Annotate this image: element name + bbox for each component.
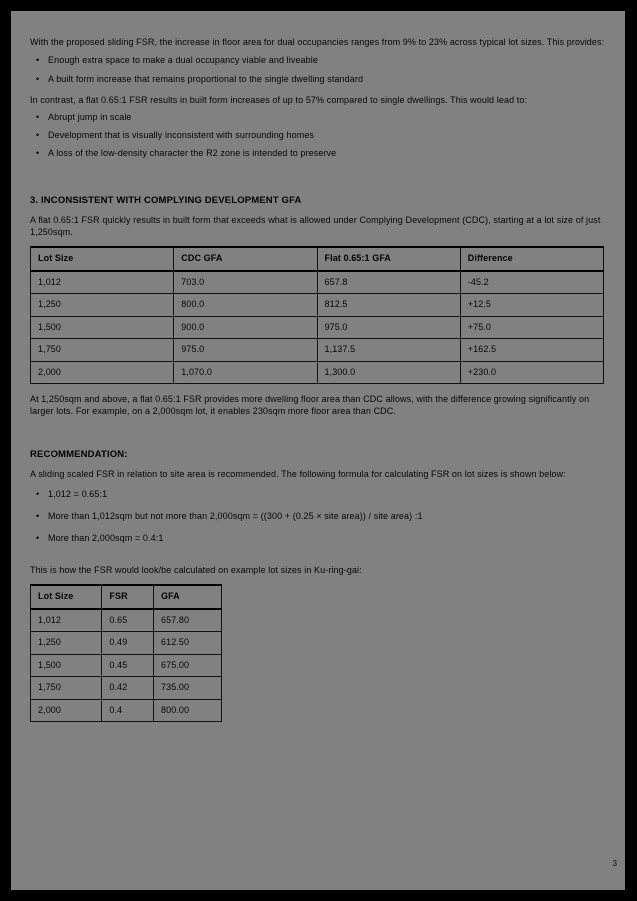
bullet-icon: • bbox=[36, 532, 40, 543]
bullet-icon: • bbox=[36, 54, 40, 65]
table1-summary-paragraph: At 1,250sqm and above, a flat 0.65:1 FSR provides more dwelling floor area than CDC allows, with the difference growing significantly on larger lots. For example, on a 2,000sqm lot, it enables 230sqm more floor area than CDC. bbox=[30, 394, 590, 416]
table-row bbox=[31, 316, 604, 339]
table-header-cell: FSR bbox=[102, 585, 154, 609]
table-cell: 1,012 bbox=[31, 271, 174, 294]
bullet-icon: • bbox=[36, 73, 40, 84]
table-cell: 0.49 bbox=[102, 632, 154, 655]
table-row bbox=[31, 632, 222, 655]
table-row bbox=[31, 677, 222, 700]
table-cell: +162.5 bbox=[460, 339, 603, 362]
table-cell: 2,000 bbox=[31, 361, 174, 384]
table-cell: 1,500 bbox=[31, 316, 174, 339]
list-item: • 1,012 = 0.65:1 bbox=[36, 488, 108, 499]
table-cell: 675.00 bbox=[153, 654, 221, 677]
table-header-cell: Flat 0.65:1 GFA bbox=[317, 247, 460, 271]
intro-bullet-list bbox=[30, 55, 605, 85]
table-header-cell: Lot Size bbox=[31, 247, 174, 271]
section-heading-recommendation: RECOMMENDATION: bbox=[30, 449, 128, 460]
table-row bbox=[31, 339, 604, 362]
table-header-cell: CDC GFA bbox=[174, 247, 317, 271]
table-cell: 657.8 bbox=[317, 271, 460, 294]
table-header-cell: Lot Size bbox=[31, 585, 102, 609]
table-cell: 0.45 bbox=[102, 654, 154, 677]
contrast-bullet-list bbox=[30, 112, 605, 159]
table-cell: 1,250 bbox=[31, 294, 174, 317]
table-cell: 2,000 bbox=[31, 699, 102, 722]
table-row bbox=[31, 361, 604, 384]
table-cell: 657.80 bbox=[153, 609, 221, 632]
table-cell: 612.50 bbox=[153, 632, 221, 655]
intro-paragraph: With the proposed sliding FSR, the increase in floor area for dual occupancies ranges from 9% to 23% across typical lot sizes. This provides: bbox=[30, 37, 605, 47]
table-cell: +230.0 bbox=[460, 361, 603, 384]
formula-bullet-list bbox=[30, 489, 605, 544]
list-item: • Development that is visually inconsistent with surrounding homes bbox=[36, 130, 315, 140]
table-cell: 1,750 bbox=[31, 339, 174, 362]
table-cell: +12.5 bbox=[460, 294, 603, 317]
table-row bbox=[31, 699, 222, 722]
table-cell: 975.0 bbox=[317, 316, 460, 339]
bullet-icon: • bbox=[36, 148, 40, 158]
table-cell: +75.0 bbox=[460, 316, 603, 339]
table-cell: 0.42 bbox=[102, 677, 154, 700]
section3-paragraph: A flat 0.65:1 FSR quickly results in built form that exceeds what is allowed under Complying Development (CDC), starting at a lot size of just 1,250sqm. bbox=[30, 215, 601, 237]
page-number: 3 bbox=[612, 859, 617, 868]
table-cell: -45.2 bbox=[460, 271, 603, 294]
example-intro-paragraph: This is how the FSR would look/be calculated on example lot sizes in Ku-ring-gai: bbox=[30, 564, 362, 575]
table-cell: 1,750 bbox=[31, 677, 102, 700]
table-row bbox=[31, 609, 222, 632]
table-cell: 812.5 bbox=[317, 294, 460, 317]
table-cell: 975.0 bbox=[174, 339, 317, 362]
table-cell: 0.4 bbox=[102, 699, 154, 722]
bullet-icon: • bbox=[36, 112, 40, 122]
contrast-paragraph: In contrast, a flat 0.65:1 FSR results in built form increases of up to 57% compared to single dwellings. This would lead to: bbox=[30, 94, 528, 105]
table-header-cell: Difference bbox=[460, 247, 603, 271]
table-cell: 1,300.0 bbox=[317, 361, 460, 384]
table-header-cell: GFA bbox=[153, 585, 221, 609]
table-cell: 703.0 bbox=[174, 271, 317, 294]
table-cell: 1,070.0 bbox=[174, 361, 317, 384]
recommendation-paragraph: A sliding scaled FSR in relation to site area is recommended. The following formula for calculating FSR on lot sizes is shown below: bbox=[30, 469, 566, 479]
table-cell: 1,012 bbox=[31, 609, 102, 632]
table-row bbox=[31, 271, 604, 294]
document-page bbox=[11, 11, 625, 890]
table-row bbox=[31, 654, 222, 677]
list-item: • Enough extra space to make a dual occupancy viable and liveable bbox=[36, 54, 318, 65]
table-cell: 1,250 bbox=[31, 632, 102, 655]
cdc-comparison-table bbox=[30, 246, 604, 384]
list-item: • Abrupt jump in scale bbox=[36, 112, 132, 122]
table-row bbox=[31, 294, 604, 317]
bullet-icon: • bbox=[36, 488, 40, 499]
table-cell: 1,500 bbox=[31, 654, 102, 677]
table-cell: 0.65 bbox=[102, 609, 154, 632]
table-cell: 800.0 bbox=[174, 294, 317, 317]
bullet-icon: • bbox=[36, 510, 40, 521]
table-cell: 735.00 bbox=[153, 677, 221, 700]
bullet-icon: • bbox=[36, 130, 40, 140]
list-item: • A built form increase that remains proportional to the single dwelling standard bbox=[36, 73, 364, 84]
list-item: • More than 1,012sqm but not more than 2,000sqm = ((300 + (0.25 × site area)) / site area) :1 bbox=[36, 510, 423, 521]
section-heading-inconsistent-cdc: 3. INCONSISTENT WITH COMPLYING DEVELOPMENT GFA bbox=[30, 195, 302, 206]
list-item: • A loss of the low-density character the R2 zone is intended to preserve bbox=[36, 148, 337, 158]
table-cell: 900.0 bbox=[174, 316, 317, 339]
table-cell: 800.00 bbox=[153, 699, 221, 722]
sliding-fsr-table bbox=[30, 584, 222, 722]
table-cell: 1,137.5 bbox=[317, 339, 460, 362]
list-item: • More than 2,000sqm = 0.4:1 bbox=[36, 532, 164, 543]
